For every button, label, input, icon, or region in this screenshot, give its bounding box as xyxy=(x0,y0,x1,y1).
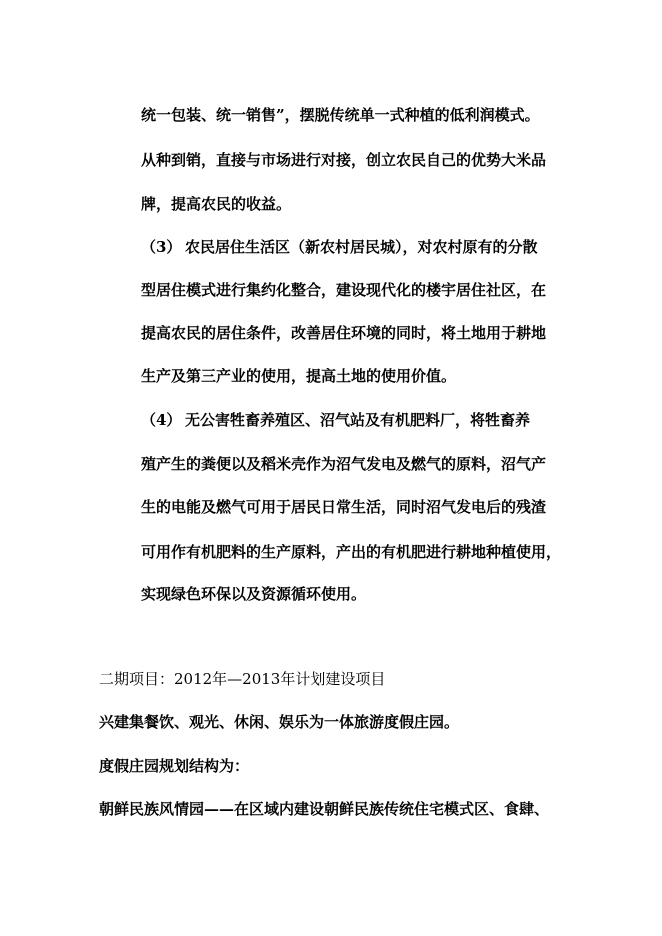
paragraph-line: 朝鲜民族风情园——在区域内建设朝鲜民族传统住宅模式区、食肆、 xyxy=(99,800,550,818)
paragraph-line: 生产及第三产业的使用，提高土地的使用价值。 xyxy=(141,367,457,385)
paragraph-line: 牌，提高农民的收益。 xyxy=(141,195,292,213)
list-item-4-first-line xyxy=(141,410,530,430)
paragraph-line: 生的电能及燃气可用于居民日常生活，同时沼气发电后的残渣 xyxy=(141,498,547,516)
paragraph-line: 实现绿色环保以及资源循环使用。 xyxy=(141,585,367,603)
paragraph-line: 度假庄园规划结构为： xyxy=(99,757,250,775)
paragraph-line: 无公害牲畜养殖区、沼气站及有机肥料厂，将牲畜养 xyxy=(185,411,531,429)
paragraph-line: 殖产生的粪便以及稻米壳作为沼气发电及燃气的原料，沼气产 xyxy=(141,455,547,473)
list-item-number: （3） xyxy=(141,238,182,256)
paragraph-line: 提高农民的居住条件，改善居住环境的同时，将土地用于耕地 xyxy=(141,324,547,342)
paragraph-line: 统一包装、统一销售”，摆脱传统单一式种植的低利润模式。 xyxy=(141,106,540,124)
paragraph-line: 从种到销，直接与市场进行对接，创立农民自己的优势大米品 xyxy=(141,151,547,169)
paragraph-line: 兴建集餐饮、观光、休闲、娱乐为一体旅游度假庄园。 xyxy=(99,713,460,731)
list-item-number: （4） xyxy=(141,411,182,429)
paragraph-line: 型居住模式进行集约化整合，建设现代化的楼宇居住社区，在 xyxy=(141,281,547,299)
list-item-3-first-line xyxy=(141,237,538,257)
phase-two-heading: 二期项目：2012年—2013年计划建设项目 xyxy=(99,670,386,688)
paragraph-line: 农民居住生活区（新农村居民城），对农村原有的分散 xyxy=(185,238,538,256)
paragraph-line: 可用作有机肥料的生产原料，产出的有机肥进行耕地种植使用， xyxy=(141,543,562,561)
